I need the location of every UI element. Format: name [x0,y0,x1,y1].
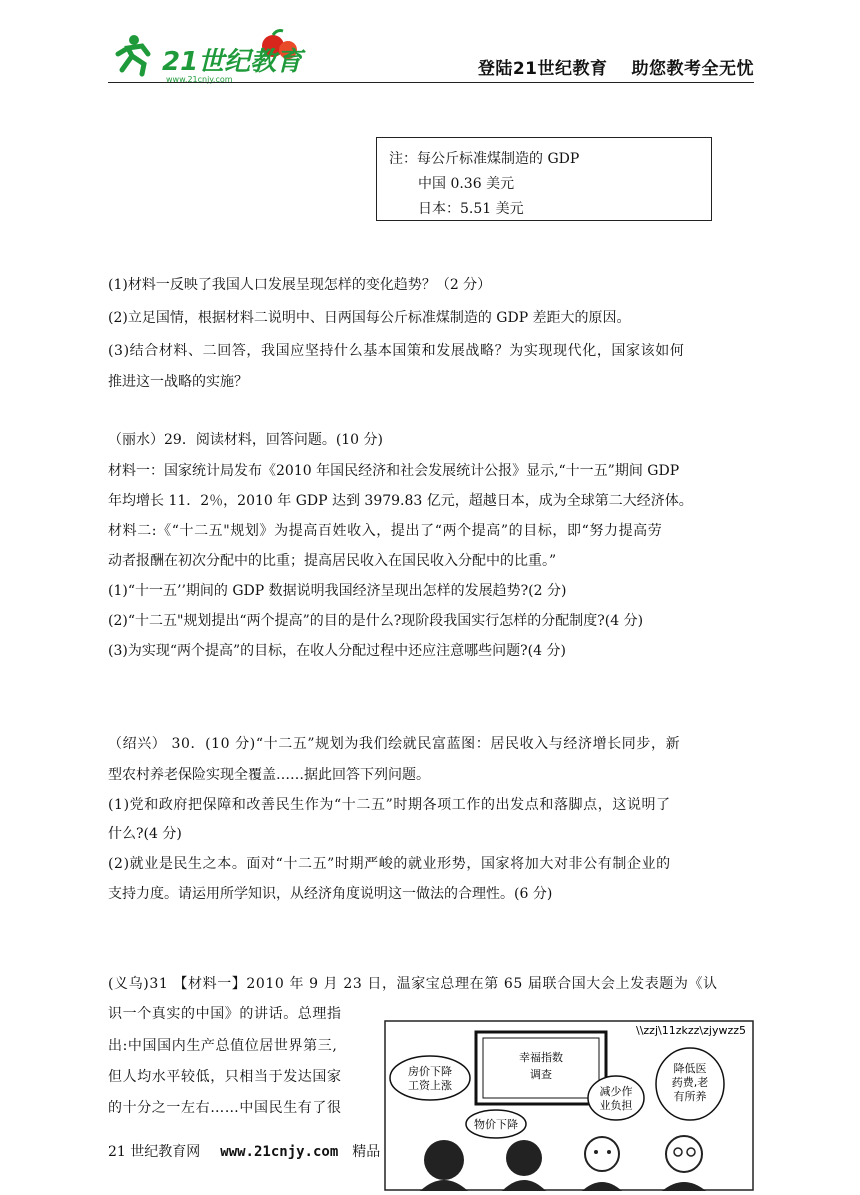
s2-question-3: (3)为实现“两个提高”的目标，在收人分配过程中还应注意哪些问题?(4 分) [108,643,566,659]
s4-line-1: (义乌)31 【材料一】2010 年 9 月 23 日，温家宝总理在第 65 届联合国大会上发表题为《认 [108,976,718,992]
note-line-2: 中国 0.36 美元 [418,176,515,192]
s3-question-1a: (1)党和政府把保障和改善民生作为“十二五”时期各项工作的出发点和落脚点，这说明了 [108,797,671,813]
cartoon-graphic [384,1020,754,1191]
board-text-1: 幸福指数 [519,1051,563,1064]
note-line-1: 注：每公斤标准煤制造的 GDP [389,151,580,167]
page-footer [108,1141,380,1161]
s3-question-1b: 什么?(4 分) [108,826,182,842]
s3-question-2a: (2)就业是民生之本。面对“十二五”时期严峻的就业形势，国家将加大对非公有制企业的 [108,856,671,872]
bubble-4-line-1: 降低医 [673,1062,707,1075]
s4-line-4: 但人均水平较低，只相当于发达国家 [108,1069,342,1085]
cartoon-illustration [384,1020,754,1191]
bubble-1-line-2: 工资上涨 [408,1079,452,1092]
board-text-2: 调查 [530,1068,552,1081]
header-slogan [478,54,754,79]
footer-tail: 精品 [352,1144,381,1160]
slogan-right: 助您教考全无忧 [631,59,754,79]
site-logo [108,26,308,86]
s1-question-3a: (3)结合材料、二回答，我国应坚持什么基本国策和发展战略？为实现现代化，国家该如何 [108,343,685,359]
s2-title: （丽水）29．阅读材料，回答问题。(10 分) [108,432,384,448]
footer-site-name: 21 世纪教育网 [108,1144,201,1160]
s3-question-2b: 支持力度。请运用所学知识，从经济角度说明这一做法的合理性。(6 分) [108,886,553,902]
bubble-3-line-2: 业负担 [599,1099,633,1112]
bubble-2: 物价下降 [474,1118,518,1131]
s1-question-1: (1)材料一反映了我国人口发展呈现怎样的变化趋势？（2 分） [108,277,492,293]
s1-question-3b: 推进这一战略的实施？ [108,374,248,390]
s2-material-1a: 材料一：国家统计局发布《2010 年国民经济和社会发展统计公报》显示,“十一五”期间 GDP [108,463,680,479]
s3-intro-b: 型农村养老保险实现全覆盖……据此回答下列问题。 [108,767,430,783]
logo-graphic [108,26,308,86]
note-box [376,137,712,221]
header-divider [108,82,754,83]
footer-url[interactable]: www.21cnjy.com [220,1144,339,1160]
bubble-1-line-1: 房价下降 [408,1065,452,1078]
s4-line-2: 识一个真实的中国》的讲话。总理指 [108,1006,342,1022]
bubble-4-line-3: 有所养 [673,1090,707,1103]
logo-text: 21世纪教育 [162,47,303,77]
logo-url: www.21cnjy.com [166,75,233,84]
note-line-3: 日本：5.51 美元 [418,201,524,217]
s2-material-2a: 材料二:《“十二五"规划》为提高百姓收入，提出了“两个提高”的目标，即“努力提高劳 [108,523,663,539]
s1-question-2: (2)立足国情，根据材料二说明中、日两国每公斤标准煤制造的 GDP 差距大的原因。 [108,310,631,326]
s2-material-1b: 年均增长 11．2％，2010 年 GDP 达到 3979.83 亿元，超越日本，成为全球第二大经济体。 [108,493,693,509]
bubble-4-line-2: 药费,老 [671,1076,709,1089]
s2-question-1: (1)“十一五’’期间的 GDP 数据说明我国经济呈现出怎样的发展趋势?(2 分) [108,583,567,599]
s3-intro-a: （绍兴） 30．(10 分)“十二五”规划为我们绘就民富蓝图：居民收入与经济增长同步，新 [108,736,681,752]
s2-question-2: (2)“十二五"规划提出“两个提高”的目的是什么?现阶段我国实行怎样的分配制度?(4 分) [108,613,644,629]
bubble-3-line-1: 减少作 [599,1085,633,1098]
cartoon-path-label: \\zzj\11zkzz\zjywzz5 [636,1024,746,1037]
slogan-left: 登陆21世纪教育 [477,59,608,79]
s2-material-2b: 动者报酬在初次分配中的比重；提高居民收入在国民收入分配中的比重。” [108,553,557,569]
s4-line-3: 出:中国国内生产总值位居世界第三, [108,1038,338,1054]
s4-line-5: 的十分之一左右……中国民生有了很 [108,1100,342,1116]
